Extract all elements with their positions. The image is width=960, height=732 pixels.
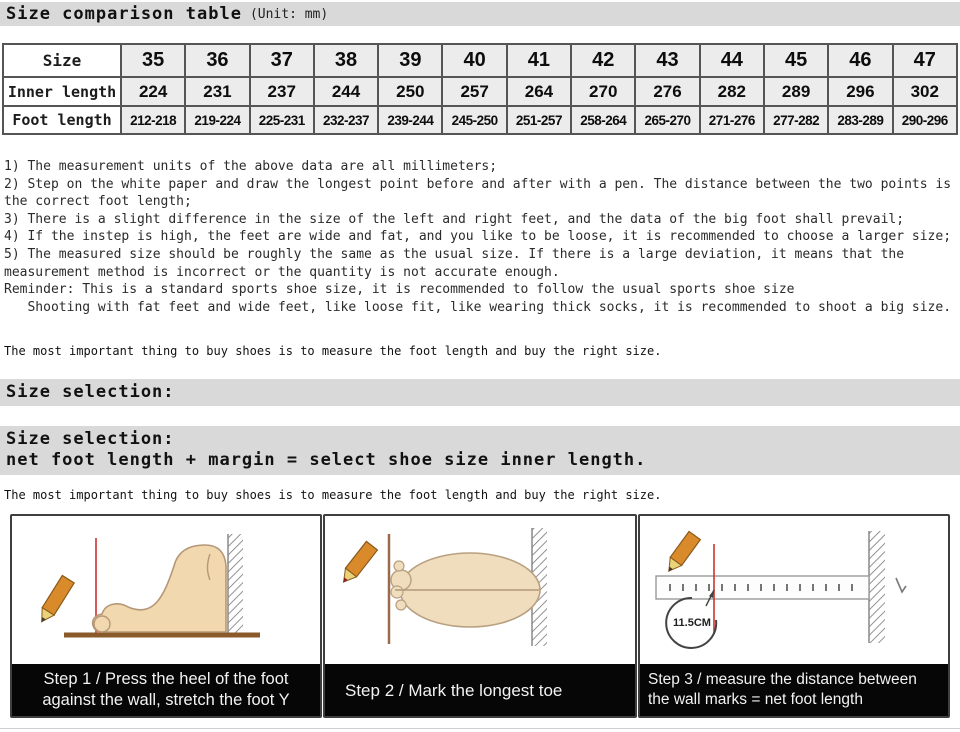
row-label: Inner length xyxy=(3,77,121,106)
size-cell: 296 xyxy=(828,77,892,106)
size-cell: 270 xyxy=(571,77,635,106)
size-cell: 283-289 xyxy=(828,106,892,134)
size-cell: 302 xyxy=(893,77,957,106)
size-cell: 219-224 xyxy=(185,106,249,134)
wall-hatch xyxy=(869,531,885,643)
size-cell: 250 xyxy=(378,77,442,106)
note-line: 4) If the instep is high, the feet are wide and fat, and you like to be loose, it is recommended to choose a larger size; xyxy=(4,229,952,245)
size-cell: 265-270 xyxy=(635,106,699,134)
size-cell: 224 xyxy=(121,77,185,106)
note-line: 2) Step on the white paper and draw the longest point before and after with a pen. The distance between the two points is the correct foot length; xyxy=(4,176,959,210)
size-selection-title: Size selection: xyxy=(6,382,175,403)
bottom-divider xyxy=(0,728,960,729)
note-line: 1) The measurement units of the above data are all millimeters; xyxy=(4,159,498,174)
measurement-steps xyxy=(10,514,950,718)
size-cell: 38 xyxy=(314,44,378,77)
size-cell: 46 xyxy=(828,44,892,77)
unit-label: (Unit: mm) xyxy=(249,6,329,22)
size-cell: 244 xyxy=(314,77,378,106)
size-cell: 282 xyxy=(700,77,764,106)
size-cell: 225-231 xyxy=(250,106,314,134)
size-cell: 43 xyxy=(635,44,699,77)
size-cell: 232-237 xyxy=(314,106,378,134)
size-cell: 257 xyxy=(442,77,506,106)
note-line: Reminder: This is a standard sports shoe size, it is recommended to follow the usual sports shoe size xyxy=(4,282,795,298)
ruler-icon xyxy=(656,576,869,599)
section-header-size-comparison xyxy=(0,2,960,26)
size-cell: 290-296 xyxy=(893,106,957,134)
size-cell: 35 xyxy=(121,44,185,77)
tip-text-2: The most important thing to buy shoes is to measure the foot length and buy the right size. xyxy=(4,488,662,503)
size-comparison-title: Size comparison table xyxy=(6,4,242,24)
pencil-icon xyxy=(663,532,701,577)
size-cell: 289 xyxy=(764,77,828,106)
notes-list xyxy=(4,158,959,316)
size-cell: 264 xyxy=(507,77,571,106)
size-cell: 231 xyxy=(185,77,249,106)
footprint-illustration xyxy=(391,553,540,627)
wall-hatch xyxy=(228,534,243,634)
tip-text: The most important thing to buy shoes is to measure the foot length and buy the right size. xyxy=(4,344,662,359)
size-cell: 41 xyxy=(507,44,571,77)
step-2-panel xyxy=(323,514,637,718)
size-cell: 276 xyxy=(635,77,699,106)
size-table-row xyxy=(3,77,957,106)
row-label: Size xyxy=(3,44,121,77)
size-table-row xyxy=(3,44,957,77)
size-cell: 258-264 xyxy=(571,106,635,134)
size-cell: 239-244 xyxy=(378,106,442,134)
ruler-measure-label: 11.5CM xyxy=(673,617,711,630)
note-line: 3) There is a slight difference in the size of the left and right feet, and the data of the big foot shall prevail; xyxy=(4,211,905,227)
pencil-icon xyxy=(35,576,74,627)
pencil-icon xyxy=(337,542,377,588)
step-2-illustration xyxy=(325,516,631,664)
size-cell: 40 xyxy=(442,44,506,77)
step-1-illustration xyxy=(12,516,316,664)
size-cell: 251-257 xyxy=(507,106,571,134)
size-cell: 237 xyxy=(250,77,314,106)
step-3-panel xyxy=(638,514,950,718)
size-table-row xyxy=(3,106,957,134)
step-1-panel xyxy=(10,514,322,718)
size-cell: 37 xyxy=(250,44,314,77)
wall-check-mark xyxy=(896,578,906,592)
size-cell: 42 xyxy=(571,44,635,77)
toe-bump xyxy=(94,616,110,632)
size-table xyxy=(2,43,958,135)
size-selection-title-2: Size selection: xyxy=(6,429,175,450)
size-cell: 277-282 xyxy=(764,106,828,134)
foot-side-illustration xyxy=(93,545,226,632)
size-cell: 36 xyxy=(185,44,249,77)
size-cell: 245-250 xyxy=(442,106,506,134)
section-header-size-selection xyxy=(0,379,960,406)
step-3-illustration xyxy=(640,516,944,664)
size-cell: 271-276 xyxy=(700,106,764,134)
note-line: 5) The measured size should be roughly the same as the usual size. If there is a large deviation, it means that the measurement method is incorrect or the quantity is not accurate enough. xyxy=(4,246,912,280)
step-1-caption: Step 1 / Press the heel of the foot against the wall, stretch the foot Y xyxy=(12,664,320,716)
row-label: Foot length xyxy=(3,106,121,134)
size-cell: 47 xyxy=(893,44,957,77)
note-line: Shooting with fat feet and wide feet, like loose fit, like wearing thick socks, it is recommended to shoot a big size. xyxy=(4,299,952,315)
size-cell: 44 xyxy=(700,44,764,77)
size-table-body xyxy=(3,44,957,134)
size-cell: 212-218 xyxy=(121,106,185,134)
size-selection-formula: net foot length + margin = select shoe size inner length. xyxy=(6,450,647,471)
step-3-caption: Step 3 / measure the distance between the wall marks = net foot length xyxy=(640,664,948,716)
size-selection-block xyxy=(0,426,960,475)
size-cell: 39 xyxy=(378,44,442,77)
size-cell: 45 xyxy=(764,44,828,77)
step-2-caption: Step 2 / Mark the longest toe xyxy=(325,664,635,716)
